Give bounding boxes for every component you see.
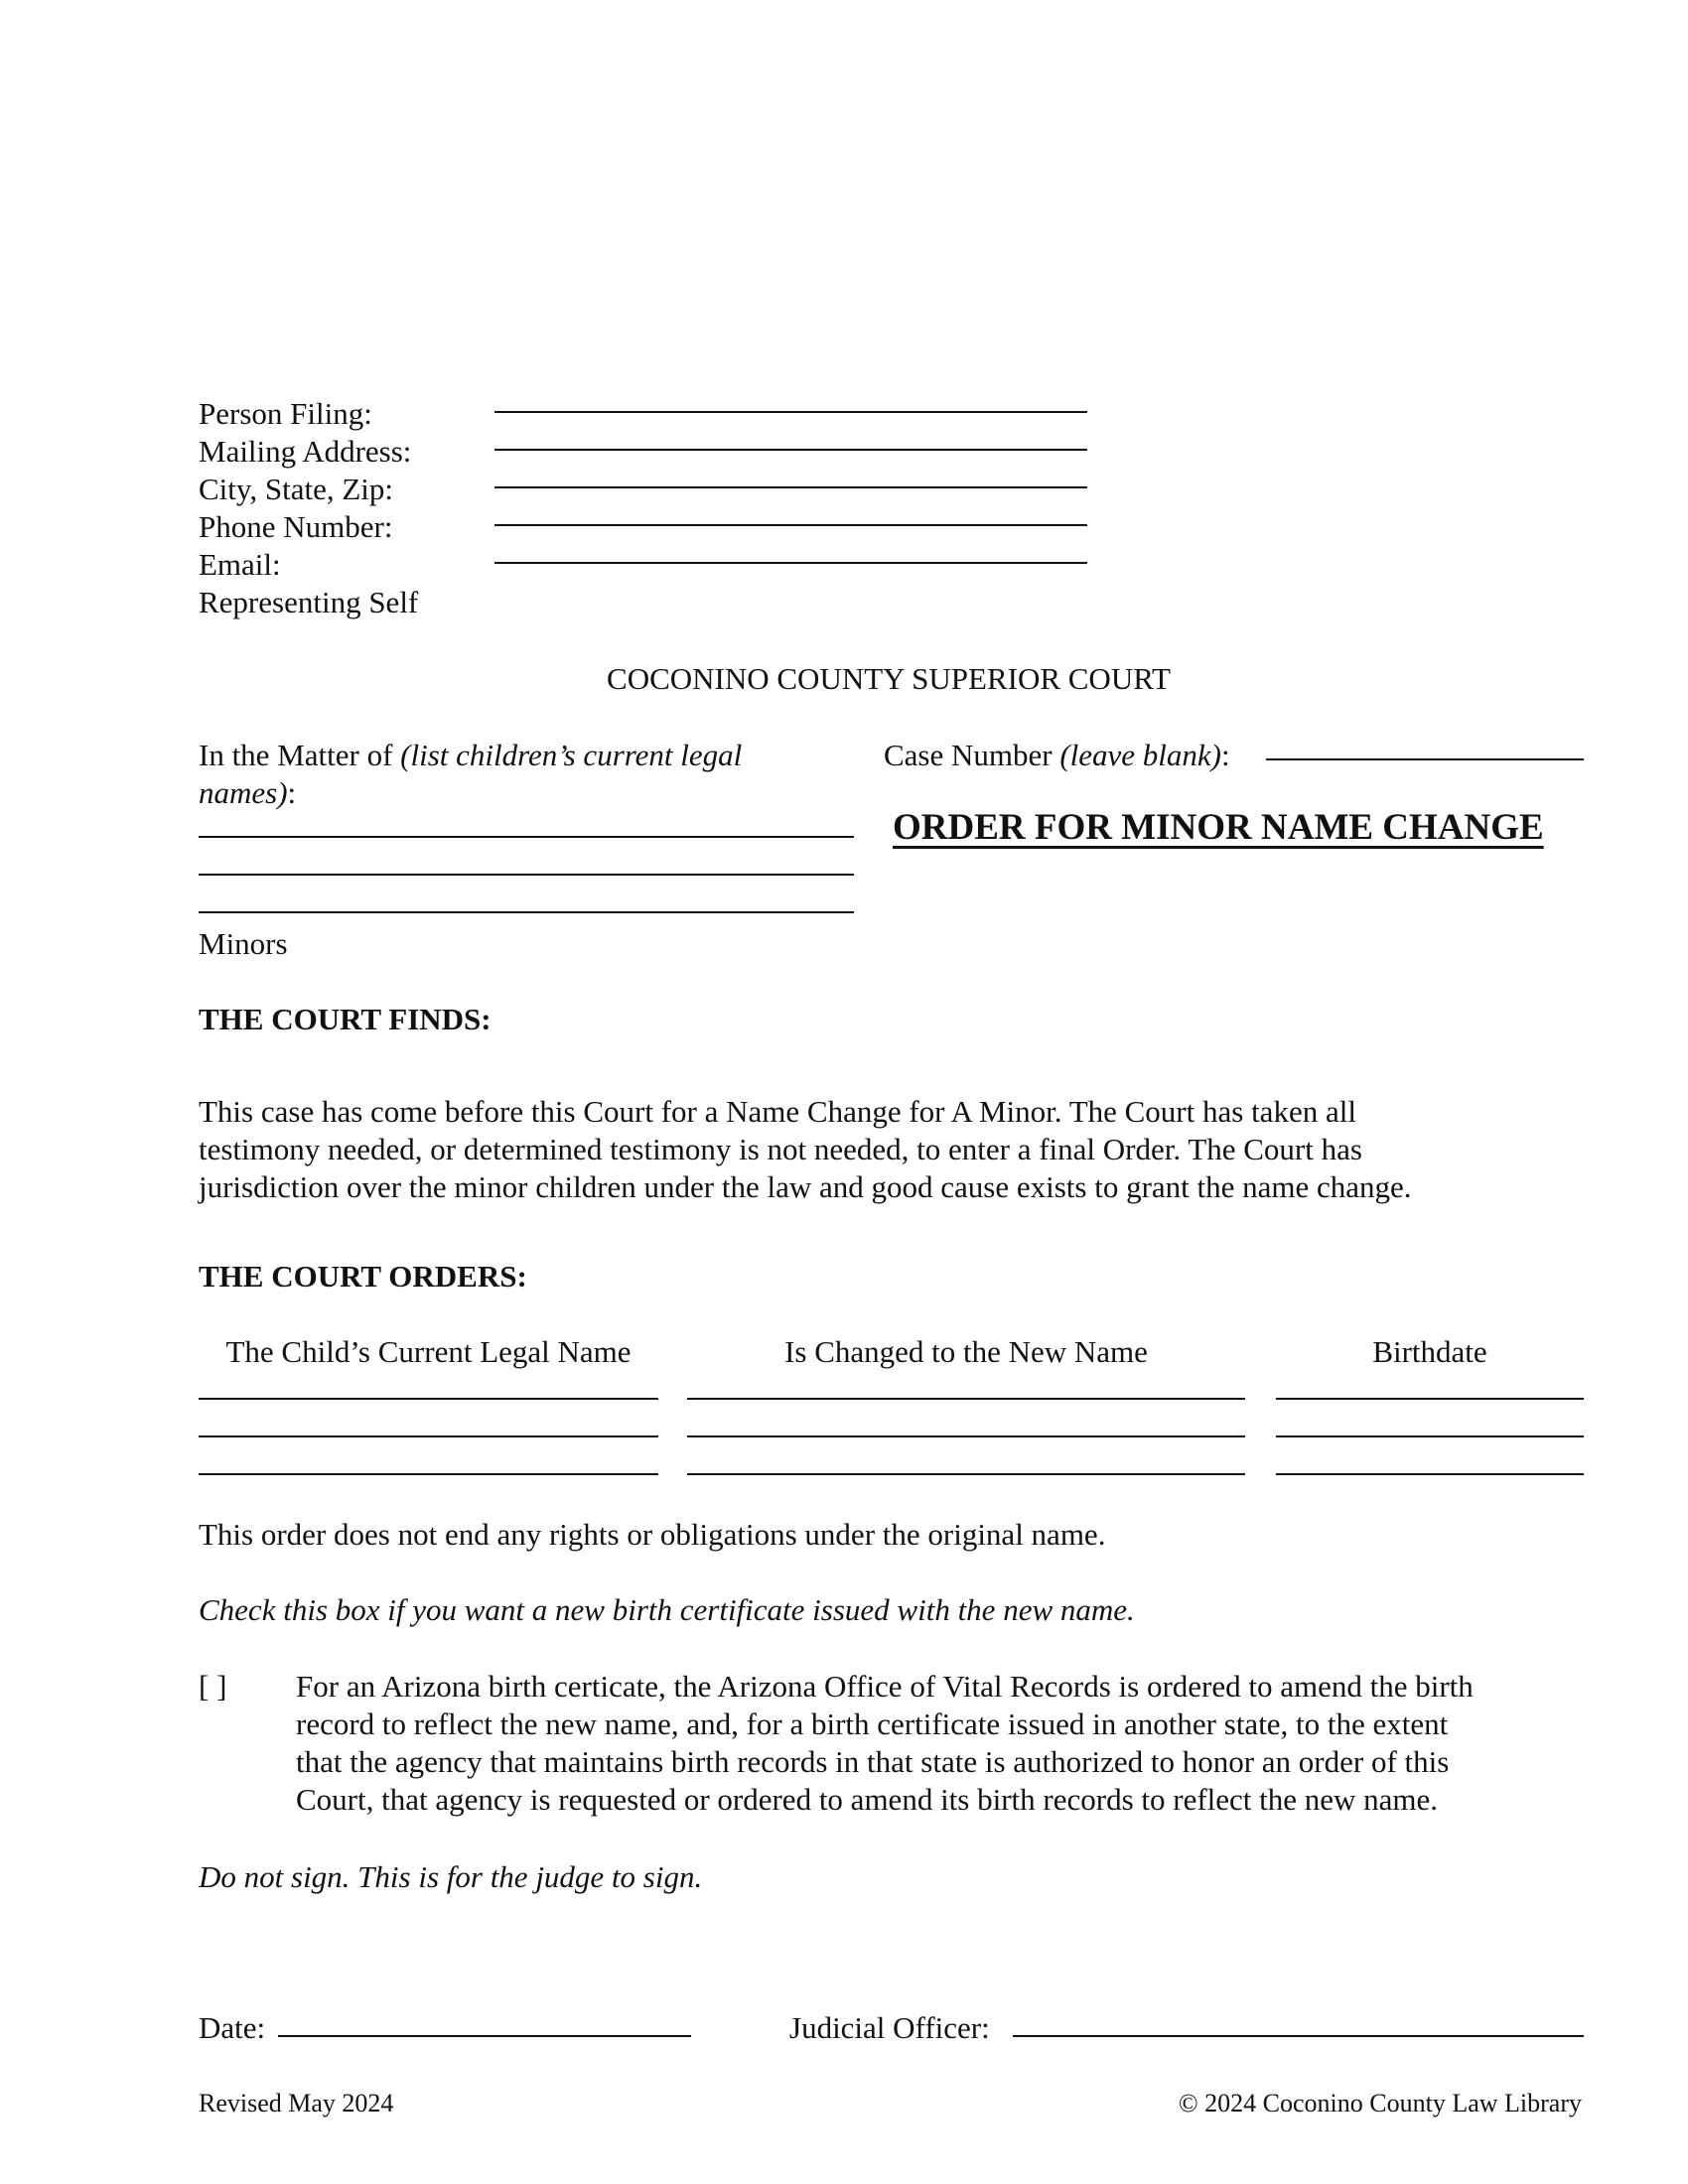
row3-new-name-field[interactable]: [687, 1473, 1245, 1475]
case-number-instruction: (leave blank): [1059, 738, 1222, 772]
case-number-label: [884, 737, 1230, 774]
city-state-zip-label: City, State, Zip:: [199, 472, 394, 506]
phone-number-label: Phone Number:: [199, 509, 393, 544]
row2-current-name-field[interactable]: [199, 1435, 658, 1437]
order-statement: This order does not end any rights or obligations under the original name.: [199, 1517, 1106, 1552]
checkbox-text-line-3: that the agency that maintains birth records in that state is authorized to honor an order of this: [296, 1744, 1450, 1779]
case-number-colon: :: [1221, 738, 1230, 772]
checkbox-text-line-2: record to reflect the new name, and, for a birth certificate issued in another state, to the extent: [296, 1706, 1449, 1741]
findings-line-2: testimony needed, or determined testimony is not needed, to enter a final Order. The Court has: [199, 1132, 1362, 1166]
row1-new-name-field[interactable]: [687, 1398, 1245, 1400]
birth-certificate-checkbox[interactable]: [ ]: [199, 1669, 227, 1704]
row1-current-name-field[interactable]: [199, 1398, 658, 1400]
row3-current-name-field[interactable]: [199, 1473, 658, 1475]
person-filing-label: Person Filing:: [199, 396, 372, 431]
case-number-text: Case Number: [884, 738, 1060, 772]
mailing-address-field[interactable]: [494, 449, 1087, 451]
case-number-field[interactable]: [1266, 758, 1584, 760]
child-name-field-1[interactable]: [199, 836, 854, 838]
matter-prefix: In the Matter of: [199, 738, 401, 772]
phone-number-field[interactable]: [494, 524, 1087, 526]
child-name-field-2[interactable]: [199, 874, 854, 876]
judicial-officer-label: Judicial Officer:: [789, 2010, 990, 2045]
city-state-zip-field[interactable]: [494, 486, 1087, 488]
court-name: COCONINO COUNTY SUPERIOR COURT: [607, 661, 1171, 696]
matter-caption-line1: [199, 737, 742, 774]
footer-revised: Revised May 2024: [199, 2089, 394, 2117]
row3-birthdate-field[interactable]: [1276, 1473, 1584, 1475]
judge-note: Do not sign. This is for the judge to sign.: [199, 1859, 703, 1894]
date-label: Date:: [199, 2010, 266, 2045]
row2-new-name-field[interactable]: [687, 1435, 1245, 1437]
row1-birthdate-field[interactable]: [1276, 1398, 1584, 1400]
checkbox-text-line-4: Court, that agency is requested or ordered to amend its birth records to reflect the new name.: [296, 1782, 1439, 1817]
column-header-new-name: Is Changed to the New Name: [784, 1334, 1148, 1369]
findings-line-1: This case has come before this Court for a Name Change for A Minor. The Court has taken all: [199, 1094, 1356, 1129]
column-header-birthdate: Birthdate: [1372, 1334, 1487, 1369]
findings-heading: THE COURT FINDS:: [199, 1002, 492, 1036]
matter-colon: :: [287, 775, 297, 810]
minors-label: Minors: [199, 926, 288, 961]
child-name-field-3[interactable]: [199, 911, 854, 913]
column-header-current-name: The Child’s Current Legal Name: [225, 1334, 632, 1369]
row2-birthdate-field[interactable]: [1276, 1435, 1584, 1437]
email-field[interactable]: [494, 562, 1087, 564]
matter-caption-line2: [199, 774, 296, 812]
document-title: ORDER FOR MINOR NAME CHANGE: [893, 807, 1544, 848]
matter-instruction-line2: names): [199, 775, 288, 810]
matter-instruction-line1: (list children’s current legal: [400, 738, 743, 772]
judicial-officer-signature-field[interactable]: [1013, 2035, 1584, 2037]
footer-copyright: © 2024 Coconino County Law Library: [1178, 2089, 1582, 2117]
mailing-address-label: Mailing Address:: [199, 434, 412, 469]
orders-heading: THE COURT ORDERS:: [199, 1259, 527, 1294]
person-filing-field[interactable]: [494, 411, 1087, 413]
findings-line-3: jurisdiction over the minor children under the law and good cause exists to grant the name change.: [199, 1169, 1412, 1204]
date-field[interactable]: [278, 2035, 691, 2037]
checkbox-text-line-1: For an Arizona birth certicate, the Arizona Office of Vital Records is ordered to amend the birth: [296, 1669, 1474, 1704]
representing-self-label: Representing Self: [199, 585, 419, 619]
email-label: Email:: [199, 547, 281, 582]
checkbox-instruction: Check this box if you want a new birth certificate issued with the new name.: [199, 1592, 1135, 1627]
